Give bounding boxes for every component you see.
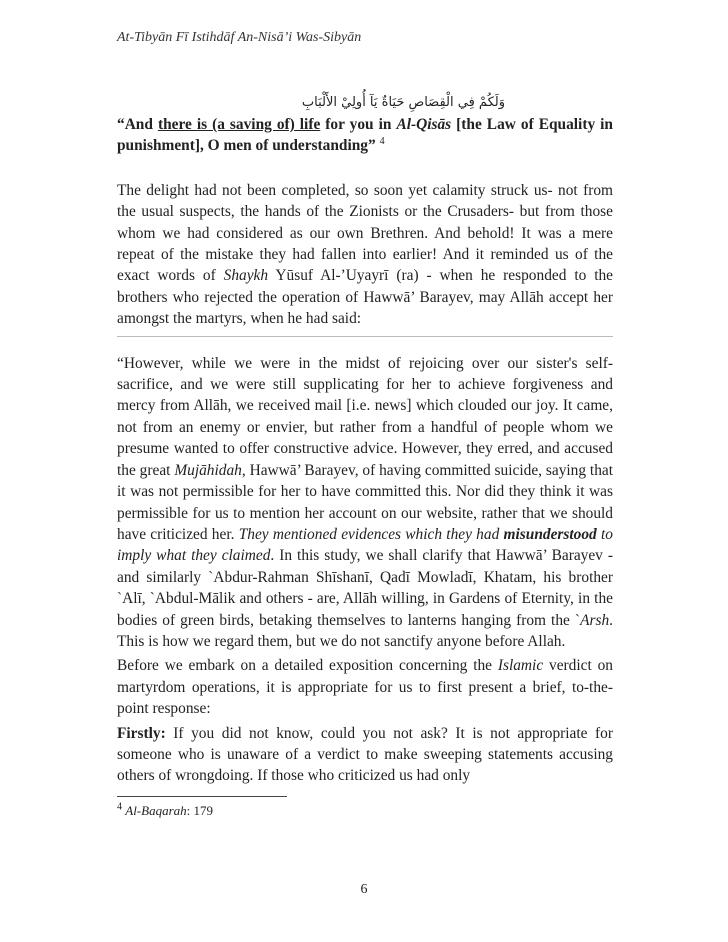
footnote-rule [117, 796, 287, 797]
verse-mid: for you in [320, 116, 397, 133]
footnote-source: Al-Baqarah [125, 802, 187, 818]
paragraph-intro-shaykh: Shaykh [223, 267, 269, 285]
quote-italic-1: They mentioned evidences which they had [238, 525, 504, 543]
paragraph-firstly [117, 723, 613, 787]
quote-mujahidah: Mujāhidah [174, 461, 242, 479]
quote-arsh: Arsh [580, 611, 610, 629]
paragraph-intro-text-b: Yūsuf Al-’Uyayrī (ra) - when he responded to the brothers who rejected the operation of Hawwā’ Barayev, may Allāh accept her amongst the martyrs, when he had said: [117, 267, 613, 328]
quote-text-c: . In this study, we shall clarify that Hawwā’ Barayev - and similarly `Abdur-Rahman Shīshanī, Qadī Mowladī, Khatam, his brother `Alī, `Abdul-Mālik and others - are, Allāh willing, in Gardens of Eternity, in the bodies of green birds, betaking themselves to lanterns hanging from the ` [117, 547, 613, 629]
paragraph2-text-b: verdict on martyrdom operations, it is appropriate for us to first present a brief, to-the-point response: [117, 657, 613, 718]
footnote-ref: 4 [379, 136, 385, 148]
paragraph2-islamic: Islamic [497, 657, 544, 675]
verse-open: “And [117, 116, 158, 133]
paragraph3-text: If you did not know, could you not ask? It is not appropriate for someone who is unaware of a verdict to make sweeping statements accusing others of wrongdoing. If those who criticized us had only [117, 724, 613, 785]
paragraph-intro-text-a: The delight had not been completed, so soon yet calamity struck us- not from the usual suspects, the hands of the Zionists or the Crusaders- but from those whom we had considered as our own Brethren. And behold! It was a mere repeat of the mistake they had fallen into earlier! And it reminded us of the exact words of [117, 181, 613, 285]
paragraph2-text-a: Before we embark on a detailed exposition concerning the [117, 657, 498, 675]
quote-bold-italic: misunderstood [503, 525, 597, 543]
quoted-passage [117, 353, 613, 653]
page-number: 6 [360, 882, 368, 897]
running-header: At-Tibyān Fī Istihdāf An-Nisā’i Was-Sibyān [117, 30, 362, 45]
paragraph3-lead: Firstly: [117, 724, 166, 742]
quote-text-d: . This is how we regard them, but we do not sanctify anyone before Allah. [117, 611, 613, 650]
section-divider [117, 336, 613, 337]
quote-text-a: “However, while we were in the midst of rejoicing over our sister's self-sacrifice, and we were still supplicating for her to achieve forgiveness and mercy from Allāh, we received mail [i.e. news] which clouded our joy. It came, not from an enemy or envier, but rather from a handful of people whom we presume wanted to offer constructive advice. However, they erred, and accused the great [117, 354, 613, 479]
paragraph-intro [117, 180, 613, 330]
paragraph-before-exposition [117, 655, 613, 719]
footnote-number: 4 [117, 801, 122, 813]
footnote-ref-number: : 179 [186, 802, 214, 818]
arabic-verse: وَلَكُمْ فِي الْقِصَاصِ حَيَاةٌ يَآ أُولِيْ الأَلْبَابِ [301, 95, 505, 110]
page-content [117, 92, 613, 820]
footnote [117, 802, 613, 820]
verse-term: Al-Qisās [396, 116, 452, 133]
quote-italic-2: to imply what they claimed [117, 525, 613, 565]
quote-text-b: , Hawwā’ Barayev, of having committed suicide, saying that it was not permissible for her to have committed this. Nor did they think it was permissible for us to mention her account on our website, rather that we should have criticized her. [117, 461, 613, 543]
verse-underlined: there is (a saving of) life [157, 116, 321, 133]
verse-rest: [the Law of Equality in punishment], O men of understanding” [117, 116, 613, 155]
verse-translation [117, 114, 613, 157]
